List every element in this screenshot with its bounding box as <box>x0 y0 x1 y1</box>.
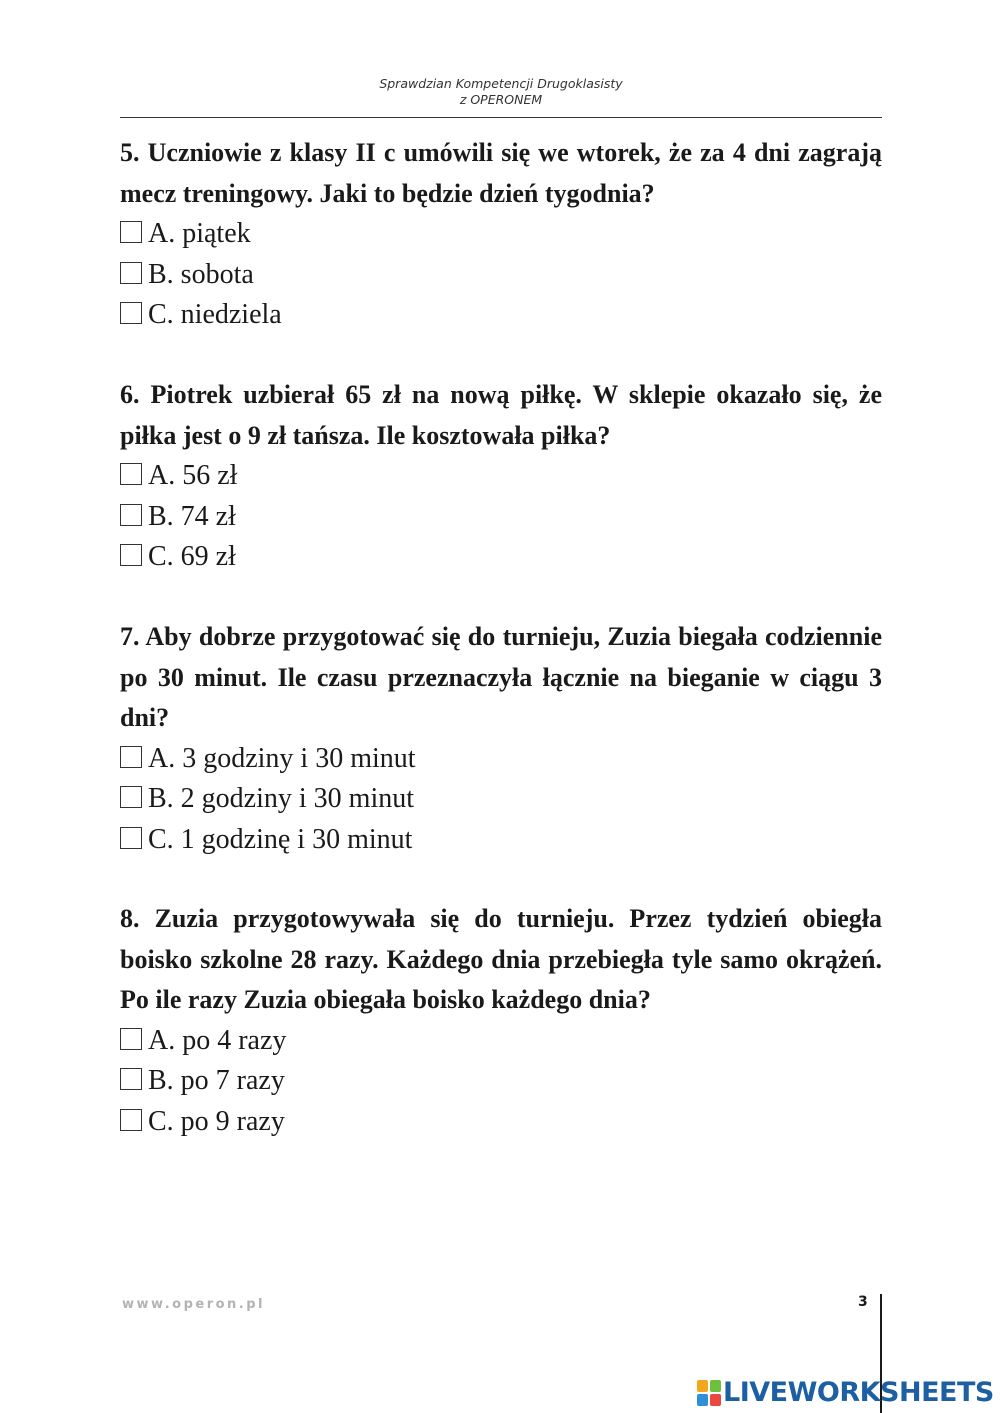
question-5 <box>120 133 882 336</box>
answer-option-c[interactable] <box>120 537 882 578</box>
checkbox[interactable] <box>120 827 142 849</box>
question-7 <box>120 617 882 860</box>
header-subtitle: z OPERONEM <box>459 92 543 107</box>
answer-option-c[interactable] <box>120 295 882 336</box>
header-divider <box>120 117 882 118</box>
option-label: B. sobota <box>148 258 254 290</box>
answer-option-c[interactable] <box>120 820 882 861</box>
header-title: Sprawdzian Kompetencji Drugoklasisty <box>379 76 623 91</box>
answer-option-a[interactable] <box>120 214 882 255</box>
logo-tile <box>710 1394 721 1406</box>
liveworksheets-icon <box>697 1380 721 1406</box>
checkbox[interactable] <box>120 786 142 808</box>
checkbox[interactable] <box>120 221 142 243</box>
option-label: A. piątek <box>148 218 251 249</box>
question-text: 7. Aby dobrze przygotować się do turnieju, Zuzia biegała codziennie po 30 minut. Ile czasu przeznaczyła łącznie na bieganie w ciągu 3 dni? <box>120 622 882 732</box>
option-label: B. 2 godziny i 30 minut <box>148 783 414 814</box>
answer-option-a[interactable] <box>120 456 882 497</box>
question-text: 6. Piotrek uzbierał 65 zł na nową piłkę. W sklepie okazało się, że piłka jest o 9 zł tańsza. Ile kosztowała piłka? <box>120 380 882 450</box>
checkbox[interactable] <box>120 262 142 284</box>
checkbox[interactable] <box>120 1109 142 1131</box>
checkbox[interactable] <box>120 504 142 526</box>
option-label: C. 69 zł <box>148 541 236 572</box>
logo-tile <box>697 1380 708 1392</box>
footer-url: www.operon.pl <box>122 1297 265 1312</box>
checkbox[interactable] <box>120 463 142 485</box>
answer-option-a[interactable] <box>120 1021 882 1062</box>
answer-option-b[interactable] <box>120 255 882 296</box>
answer-option-a[interactable] <box>120 739 882 780</box>
option-label: C. 1 godzinę i 30 minut <box>148 823 413 855</box>
option-label: B. 74 zł <box>148 500 236 532</box>
option-label: B. po 7 razy <box>148 1065 285 1096</box>
option-label: A. 56 zł <box>148 460 238 491</box>
checkbox[interactable] <box>120 1068 142 1090</box>
option-label: C. po 9 razy <box>148 1105 285 1137</box>
question-text: 8. Zuzia przygotowywała się do turnieju. Przez tydzień obiegła boisko szkolne 28 razy. Każdego dnia przebiegła tyle samo okrążeń. Po ile razy Zuzia obiegała boisko każdego dnia? <box>120 904 882 1014</box>
option-label: A. 3 godziny i 30 minut <box>148 742 416 774</box>
watermark-text: LIVEWORKSHEETS <box>723 1377 994 1408</box>
answer-option-c[interactable] <box>120 1102 882 1143</box>
checkbox[interactable] <box>120 746 142 768</box>
question-text: 5. Uczniowie z klasy II c umówili się we wtorek, że za 4 dni zagrają mecz treningowy. Jaki to będzie dzień tygodnia? <box>120 138 882 208</box>
page-header <box>120 76 882 108</box>
logo-tile <box>697 1394 708 1406</box>
question-8 <box>120 899 882 1142</box>
option-label: C. niedziela <box>148 299 282 330</box>
page-number: 3 <box>858 1294 868 1310</box>
checkbox[interactable] <box>120 302 142 324</box>
checkbox[interactable] <box>120 544 142 566</box>
answer-option-b[interactable] <box>120 779 882 820</box>
answer-option-b[interactable] <box>120 1061 882 1102</box>
question-6 <box>120 375 882 578</box>
checkbox[interactable] <box>120 1028 142 1050</box>
liveworksheets-logo <box>697 1376 994 1410</box>
answer-option-b[interactable] <box>120 497 882 538</box>
option-label: A. po 4 razy <box>148 1024 287 1056</box>
logo-tile <box>710 1380 721 1392</box>
